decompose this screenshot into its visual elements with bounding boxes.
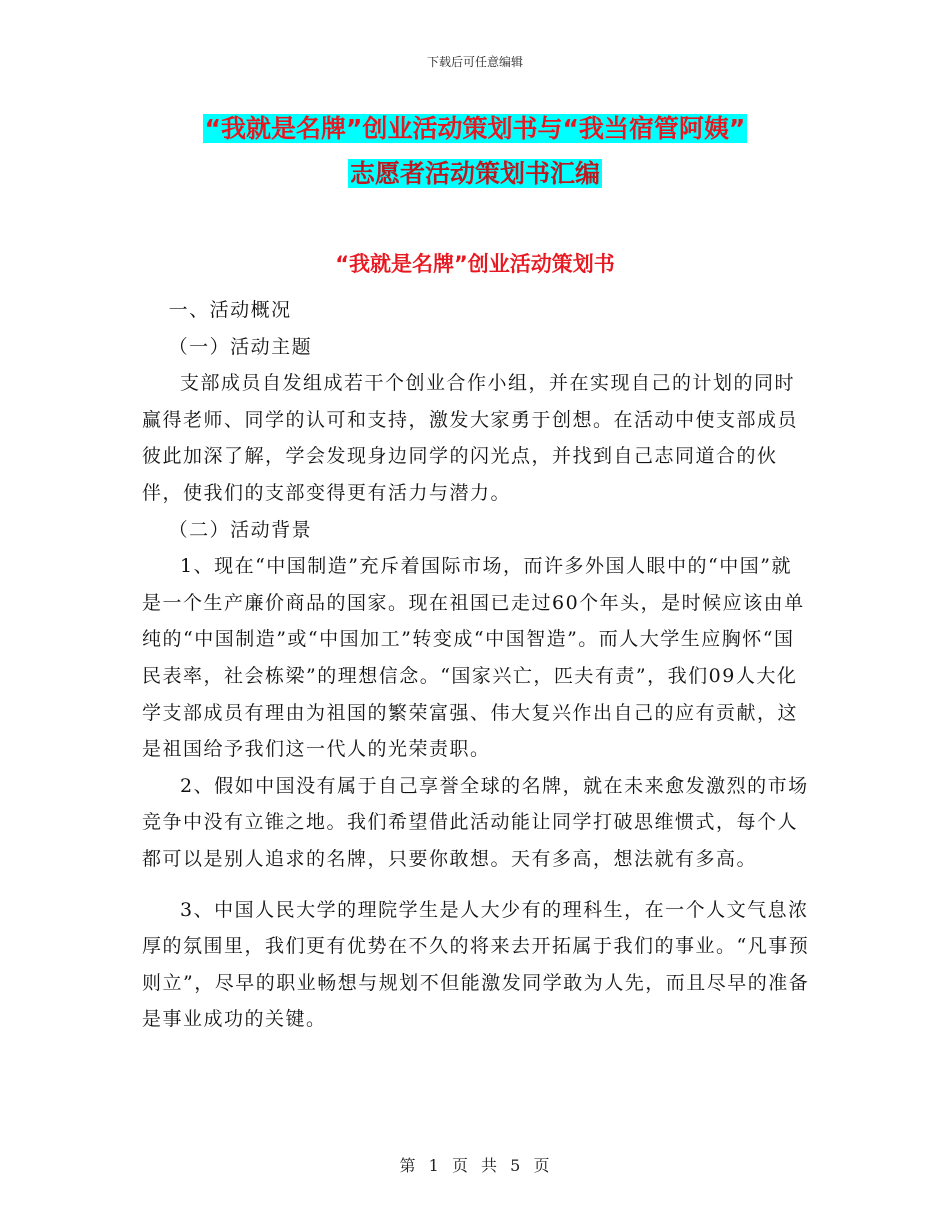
paragraph-spacer [142, 878, 812, 892]
heading-activity-background: （二）活动背景 [168, 518, 313, 541]
document-body [142, 292, 812, 1038]
heading-activity-overview: 一、活动概况 [168, 299, 292, 321]
paragraph-theme: 支部成员自发组成若干个创业合作小组，并在实现自己的计划的同时赢得老师、同学的认可和支持，激发大家勇于创想。在活动中使支部成员彼此加深了解，学会发现身边同学的闪光点，并找到自己志同道合的伙伴，使我们的支部变得更有活力与潜力。 [142, 372, 799, 504]
heading-activity-theme: （一）活动主题 [168, 335, 313, 358]
title-line-1-text: “我就是名牌”创业活动策划书与“我当宿管阿姨” [204, 114, 746, 143]
title-line-2-text: 志愿者活动策划书汇编 [349, 159, 600, 188]
paragraph-background-3: 3、中国人民大学的理院学生是人大少有的理科生，在一个人文气息浓厚的氛围里，我们更有优势在不久的将来去开拓属于我们的事业。“凡事预则立”，尽早的职业畅想与规划不但能激发同学敢为人先，而且尽早的准备是事业成功的关键。 [142, 898, 810, 1031]
footer-total-pages: 5 [510, 1156, 522, 1175]
footer-of-label: 共 [481, 1156, 499, 1175]
header-note: 下载后可任意编辑 [426, 55, 523, 69]
page-footer [0, 1153, 950, 1176]
paragraph-background-1: 1、现在“中国制造”充斥着国际市场，而许多外国人眼中的“中国”就是一个生产廉价商品的国家。现在祖国已走过60个年头，是时候应该由单纯的“中国制造”或“中国加工”转变成“中国智造”。而人大学生应胸怀“国民表率，社会栋梁”的理想信念。“国家兴亡，匹夫有责”，我们09人大化学支部成员有理由为祖国的繁荣富强、伟大复兴作出自己的应有贡献，这是祖国给予我们这一代人的光荣责职。 [142, 555, 805, 761]
footer-suffix: 页 [533, 1156, 551, 1175]
document-title-line-1 [0, 112, 950, 146]
footer-page-label: 页 [451, 1156, 469, 1175]
section-title: “我就是名牌”创业活动策划书 [335, 252, 615, 276]
footer-page-number: 1 [428, 1156, 440, 1175]
paragraph-background-2: 2、假如中国没有属于自己享誉全球的名牌，就在未来愈发激烈的市场竞争中没有立锥之地。我们希望借此活动能让同学打破思维惯式，每个人都可以是别人追求的名牌，只要你敢想。天有多高，想法就有多高。 [142, 774, 809, 870]
document-title-line-2 [0, 157, 950, 191]
footer-prefix: 第 [399, 1156, 417, 1175]
